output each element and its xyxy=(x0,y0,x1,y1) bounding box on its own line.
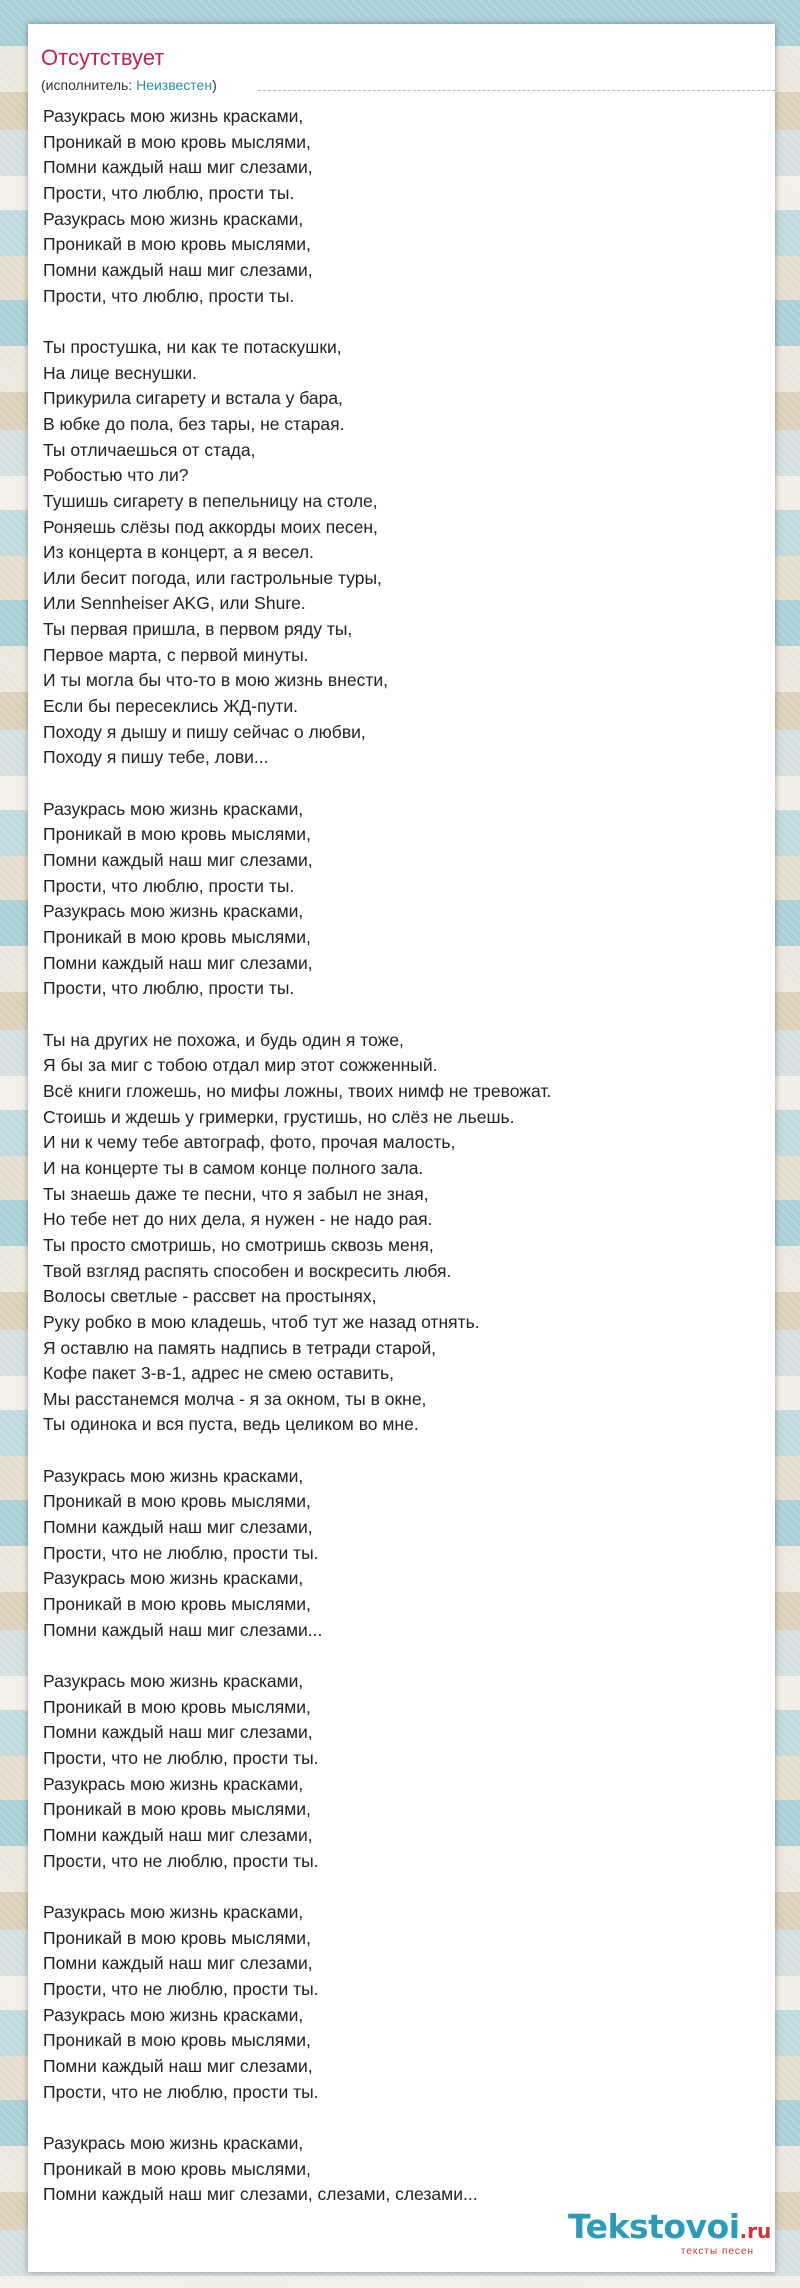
lyric-line: Разукрась мою жизнь красками, xyxy=(43,1568,304,1589)
stanza-break xyxy=(43,1002,755,1028)
lyric-line: Проникай в мою кровь мыслями, xyxy=(43,1491,311,1512)
lyric-line: Проникай в мою кровь мыслями, xyxy=(43,234,311,255)
lyric-line: И ни к чему тебе автограф, фото, прочая малость, xyxy=(43,1132,456,1153)
lyric-line: Проникай в мою кровь мыслями, xyxy=(43,824,311,845)
lyric-line: Роняешь слёзы под аккорды моих песен, xyxy=(43,516,378,537)
lyric-line: Разукрась мою жизнь красками, xyxy=(43,1773,304,1794)
lyric-line: Проникай в мою кровь мыслями, xyxy=(43,131,311,152)
artist-link[interactable]: Неизвестен xyxy=(136,77,213,93)
lyric-line: Разукрась мою жизнь красками, xyxy=(43,901,304,922)
lyric-line: Твой взгляд распять способен и воскресить любя. xyxy=(43,1260,452,1281)
lyric-line: Стоишь и ждешь у гримерки, грустишь, но слёз не льешь. xyxy=(43,1106,515,1127)
lyric-line: Помни каждый наш миг слезами... xyxy=(43,1619,323,1640)
lyric-line: И на концерте ты в самом конце полного зала. xyxy=(43,1157,424,1178)
lyric-line: Я бы за миг с тобою отдал мир этот сожженный. xyxy=(43,1055,438,1076)
lyric-line: Руку робко в мою кладешь, чтоб тут же назад отнять. xyxy=(43,1311,480,1332)
artist-prefix: (исполнитель: xyxy=(41,77,137,93)
lyric-line: Разукрась мою жизнь красками, xyxy=(43,208,304,229)
lyric-line: Прости, что люблю, прости ты. xyxy=(43,875,295,896)
lyric-line: Прости, что не люблю, прости ты. xyxy=(43,2081,319,2102)
lyric-line: Походу я дышу и пишу сейчас о любви, xyxy=(43,721,366,742)
lyric-line: Я оставлю на память надпись в тетради старой, xyxy=(43,1337,437,1358)
lyric-line: Разукрась мою жизнь красками, xyxy=(43,2132,304,2153)
lyric-line: Ты первая пришла, в первом ряду ты, xyxy=(43,619,353,640)
lyric-line: Проникай в мою кровь мыслями, xyxy=(43,1594,311,1615)
lyric-line: Прости, что не люблю, прости ты. xyxy=(43,1748,319,1768)
lyric-line: Разукрась мою жизнь красками, xyxy=(43,106,304,126)
stanza-break xyxy=(43,309,755,335)
lyrics-card xyxy=(28,24,775,2272)
lyric-line: Из концерта в концерт, а я весел. xyxy=(43,542,314,563)
lyric-line: Кофе пакет 3-в-1, адрес не смею оставить, xyxy=(43,1363,395,1384)
lyric-line: Ты отличаешься от стада, xyxy=(43,439,256,460)
stanza-break xyxy=(43,1643,755,1669)
lyric-line: На лице веснушки. xyxy=(43,362,197,383)
header-divider xyxy=(258,90,775,91)
lyric-line: Помни каждый наш миг слезами, xyxy=(43,952,313,973)
lyric-line: Проникай в мою кровь мыслями, xyxy=(43,1696,311,1717)
lyric-line: Разукрась мою жизнь красками, xyxy=(43,1465,304,1486)
artist-line xyxy=(41,76,755,94)
lyric-line: Помни каждый наш миг слезами, xyxy=(43,1517,313,1538)
lyric-line: Прости, что люблю, прости ты. xyxy=(43,182,295,203)
lyric-line: И ты могла бы что-то в мою жизнь внести, xyxy=(43,670,388,691)
lyric-line: Или Sennheiser AKG, или Shure. xyxy=(43,593,306,614)
lyric-line: Прикурила сигарету и встала у бара, xyxy=(43,388,343,409)
lyric-line: Проникай в мою кровь мыслями, xyxy=(43,2158,311,2179)
lyric-line: Проникай в мою кровь мыслями, xyxy=(43,927,311,947)
logo-tagline: тексты песен xyxy=(680,2246,754,2257)
lyric-line: Прости, что люблю, прости ты. xyxy=(43,978,295,999)
lyric-line: Разукрась мою жизнь красками, xyxy=(43,1671,304,1692)
lyric-line: Ты знаешь даже те песни, что я забыл не зная, xyxy=(43,1183,429,1204)
lyric-line: Прости, что не люблю, прости ты. xyxy=(43,1850,319,1871)
lyric-line: Помни каждый наш миг слезами, xyxy=(43,1722,313,1743)
lyric-line: Разукрась мою жизнь красками, xyxy=(43,2004,304,2025)
lyric-line: Разукрась мою жизнь красками, xyxy=(43,1901,304,1922)
lyric-line: Проникай в мою кровь мыслями, xyxy=(43,2030,311,2051)
lyric-line: Помни каждый наш миг слезами, xyxy=(43,259,313,280)
logo-brand: Tekstovoi xyxy=(568,2207,740,2246)
lyric-line: Робостью что ли? xyxy=(43,465,189,486)
lyric-line: Проникай в мою кровь мыслями, xyxy=(43,1927,311,1948)
lyric-line: Прости, что люблю, прости ты. xyxy=(43,285,295,306)
lyric-line: Первое марта, с первой минуты. xyxy=(43,644,309,665)
song-header xyxy=(41,44,755,94)
lyric-line: Волосы светлые - рассвет на простынях, xyxy=(43,1286,377,1307)
lyric-line: Помни каждый наш миг слезами, xyxy=(43,157,313,178)
song-title: Отсутствует xyxy=(41,45,165,70)
lyric-line: Помни каждый наш миг слезами, xyxy=(43,1824,313,1845)
lyric-line: Помни каждый наш миг слезами, слезами, слезами... xyxy=(43,2184,478,2205)
lyric-line: Прости, что не люблю, прости ты. xyxy=(43,1978,319,1999)
logo-wordmark xyxy=(568,2207,772,2250)
stanza-break xyxy=(43,2105,755,2131)
lyric-line: Если бы пересеклись ЖД-пути. xyxy=(43,696,298,717)
lyric-line: Помни каждый наш миг слезами, xyxy=(43,2055,313,2076)
lyric-line: Прости, что не люблю, прости ты. xyxy=(43,1542,319,1563)
lyric-line: Ты одинока и вся пуста, ведь целиком во мне. xyxy=(43,1414,419,1435)
lyric-line: Всё книги гложешь, но мифы ложны, твоих нимф не тревожат. xyxy=(43,1080,552,1101)
lyric-line: Но тебе нет до них дела, я нужен - не надо рая. xyxy=(43,1209,433,1230)
lyric-line: Мы расстанемся молча - я за окном, ты в окне, xyxy=(43,1388,427,1409)
lyric-line: Помни каждый наш миг слезами, xyxy=(43,1953,313,1974)
logo-tld: .ru xyxy=(739,2219,772,2243)
artist-suffix: ) xyxy=(212,77,217,93)
stanza-break xyxy=(43,1438,755,1464)
lyrics-text xyxy=(43,104,755,2208)
lyric-line: Походу я пишу тебе, лови... xyxy=(43,747,269,768)
lyric-line: Ты на других не похожа, и будь один я тоже, xyxy=(43,1029,404,1050)
lyric-line: Или бесит погода, или гастрольные туры, xyxy=(43,567,382,588)
lyric-line: Разукрась мою жизнь красками, xyxy=(43,798,304,819)
stanza-break xyxy=(43,771,755,797)
lyric-line: Помни каждый наш миг слезами, xyxy=(43,850,313,871)
lyric-line: Ты просто смотришь, но смотришь сквозь меня, xyxy=(43,1234,434,1255)
lyric-line: В юбке до пола, без тары, не старая. xyxy=(43,413,345,434)
stanza-break xyxy=(43,1874,755,1900)
lyric-line: Тушишь сигарету в пепельницу на столе, xyxy=(43,490,378,511)
site-logo[interactable] xyxy=(568,2207,772,2260)
lyric-line: Проникай в мою кровь мыслями, xyxy=(43,1799,311,1820)
lyric-line: Ты простушка, ни как те потаскушки, xyxy=(43,336,342,357)
